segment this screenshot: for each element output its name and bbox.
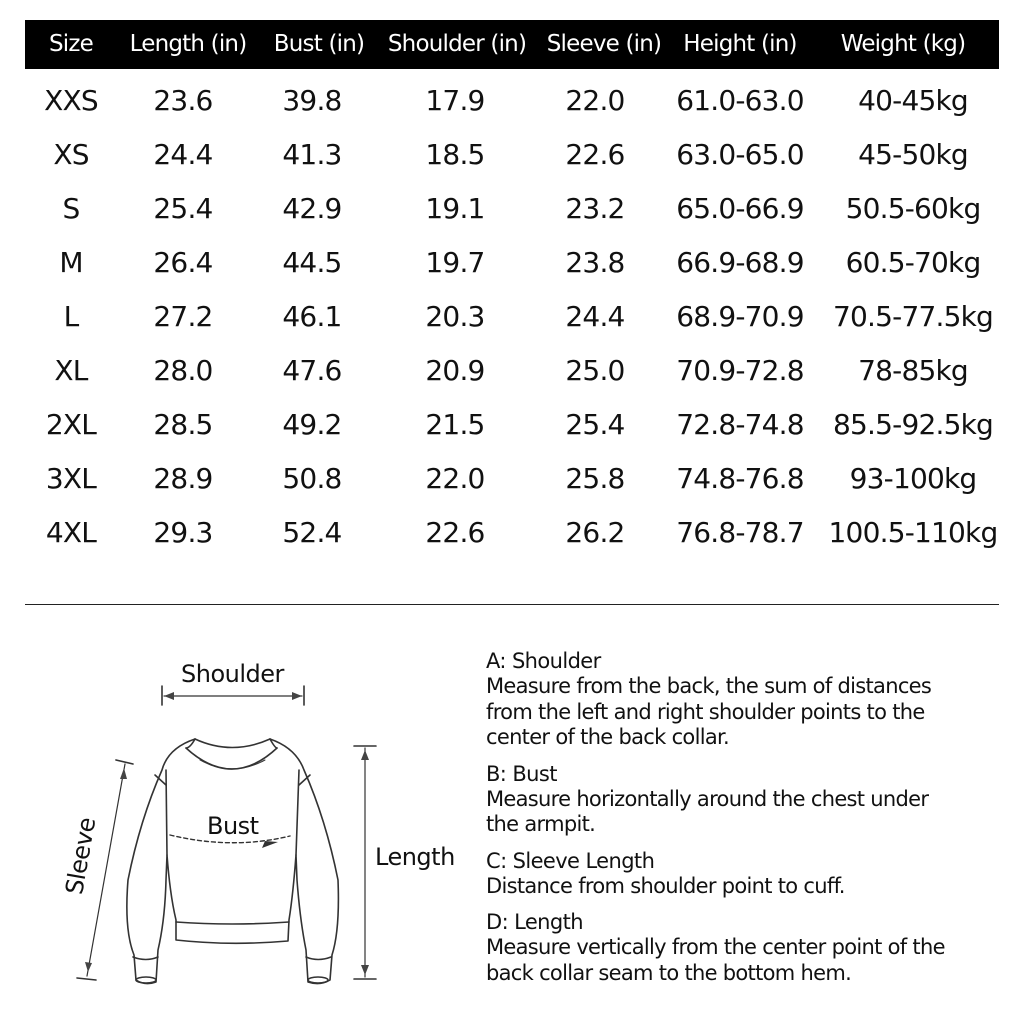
cell-shoulder: 22.6 [425, 516, 485, 549]
cell-bust: 50.8 [282, 462, 342, 495]
diagram-label-sleeve: Sleeve [60, 815, 102, 897]
cell-shoulder: 17.9 [425, 84, 485, 117]
cell-shoulder: 22.0 [425, 462, 485, 495]
cell-sleeve: 25.4 [565, 408, 625, 441]
cell-bust: 49.2 [282, 408, 342, 441]
cell-sleeve: 22.6 [565, 138, 625, 171]
cell-shoulder: 21.5 [425, 408, 485, 441]
cell-bust: 39.8 [282, 84, 342, 117]
note-title: B: Bust [486, 761, 557, 786]
note-body: Measure from the back, the sum of distances from the left and right shoulder points to the center of the back collar. [486, 674, 932, 749]
diagram-label-bust: Bust [207, 812, 259, 840]
cell-shoulder: 20.3 [425, 300, 485, 333]
diagram-label-shoulder: Shoulder [181, 660, 284, 688]
header-weight: Weight (kg) [840, 31, 966, 57]
measurement-diagram [0, 620, 480, 1020]
cell-height: 74.8-76.8 [676, 462, 804, 495]
cell-size: 4XL [45, 516, 97, 549]
table-row [0, 128, 1024, 182]
cell-length: 25.4 [153, 192, 213, 225]
note-length [486, 909, 1006, 986]
table-row [0, 182, 1024, 236]
cell-weight: 70.5-77.5kg [833, 300, 993, 333]
note-body: Distance from shoulder point to cuff. [486, 873, 845, 898]
table-row [0, 506, 1024, 560]
note-title: A: Shoulder [486, 649, 601, 673]
cell-length: 26.4 [153, 246, 213, 279]
cell-bust: 47.6 [282, 354, 342, 387]
header-bust: Bust (in) [273, 31, 365, 57]
note-title: C: Sleeve Length [486, 848, 655, 873]
section-divider [25, 604, 999, 605]
cell-length: 28.0 [153, 354, 213, 387]
note-body: Measure horizontally around the chest under the armpit. [486, 786, 929, 836]
cell-weight: 100.5-110kg [828, 516, 998, 549]
cell-weight: 50.5-60kg [845, 192, 981, 225]
size-table-header [25, 20, 999, 69]
header-shoulder: Shoulder (in) [387, 31, 527, 57]
note-body: Measure vertically from the center point of the back collar seam to the bottom hem. [486, 935, 945, 985]
cell-height: 76.8-78.7 [676, 516, 804, 549]
cell-height: 61.0-63.0 [676, 84, 804, 117]
header-length: Length (in) [129, 31, 247, 57]
cell-shoulder: 19.1 [425, 192, 485, 225]
cell-sleeve: 25.8 [565, 462, 625, 495]
cell-shoulder: 18.5 [425, 138, 485, 171]
cell-weight: 40-45kg [858, 84, 968, 117]
cell-sleeve: 23.2 [565, 192, 625, 225]
cell-height: 65.0-66.9 [676, 192, 804, 225]
cell-length: 27.2 [153, 300, 213, 333]
header-sleeve: Sleeve (in) [546, 31, 662, 57]
cell-height: 68.9-70.9 [676, 300, 804, 333]
cell-height: 63.0-65.0 [676, 138, 804, 171]
table-row [0, 290, 1024, 344]
cell-bust: 46.1 [282, 300, 342, 333]
cell-weight: 93-100kg [849, 462, 977, 495]
diagram-label-length: Length [375, 843, 455, 871]
note-title: D: Length [486, 910, 583, 934]
note-sleeve-length [486, 848, 1006, 900]
table-row [0, 236, 1024, 290]
cell-sleeve: 22.0 [565, 84, 625, 117]
table-row [0, 74, 1024, 128]
cell-bust: 42.9 [282, 192, 342, 225]
header-size: Size [48, 31, 93, 57]
cell-weight: 45-50kg [858, 138, 968, 171]
note-bust [486, 761, 1006, 838]
cell-length: 28.9 [153, 462, 213, 495]
table-row [0, 398, 1024, 452]
note-shoulder [486, 648, 1006, 751]
cell-sleeve: 26.2 [565, 516, 625, 549]
cell-size: M [59, 246, 83, 279]
cell-size: XL [54, 354, 88, 387]
table-row [0, 344, 1024, 398]
cell-length: 24.4 [153, 138, 213, 171]
cell-sleeve: 25.0 [565, 354, 625, 387]
cell-shoulder: 20.9 [425, 354, 485, 387]
cell-weight: 78-85kg [858, 354, 968, 387]
cell-length: 28.5 [153, 408, 213, 441]
cell-weight: 60.5-70kg [845, 246, 981, 279]
cell-bust: 52.4 [282, 516, 342, 549]
cell-height: 66.9-68.9 [676, 246, 804, 279]
cell-weight: 85.5-92.5kg [833, 408, 993, 441]
cell-bust: 41.3 [282, 138, 342, 171]
cell-length: 29.3 [153, 516, 213, 549]
cell-shoulder: 19.7 [425, 246, 485, 279]
cell-length: 23.6 [153, 84, 213, 117]
cell-size: 3XL [45, 462, 97, 495]
header-height: Height (in) [683, 31, 797, 57]
cell-sleeve: 24.4 [565, 300, 625, 333]
measurement-notes [486, 648, 1006, 996]
cell-size: 2XL [45, 408, 97, 441]
cell-bust: 44.5 [282, 246, 342, 279]
cell-size: L [63, 300, 79, 333]
cell-size: XXS [44, 84, 98, 117]
cell-height: 72.8-74.8 [676, 408, 804, 441]
cell-size: XS [53, 138, 89, 171]
cell-height: 70.9-72.8 [676, 354, 804, 387]
cell-sleeve: 23.8 [565, 246, 625, 279]
cell-size: S [62, 192, 80, 225]
table-row [0, 452, 1024, 506]
